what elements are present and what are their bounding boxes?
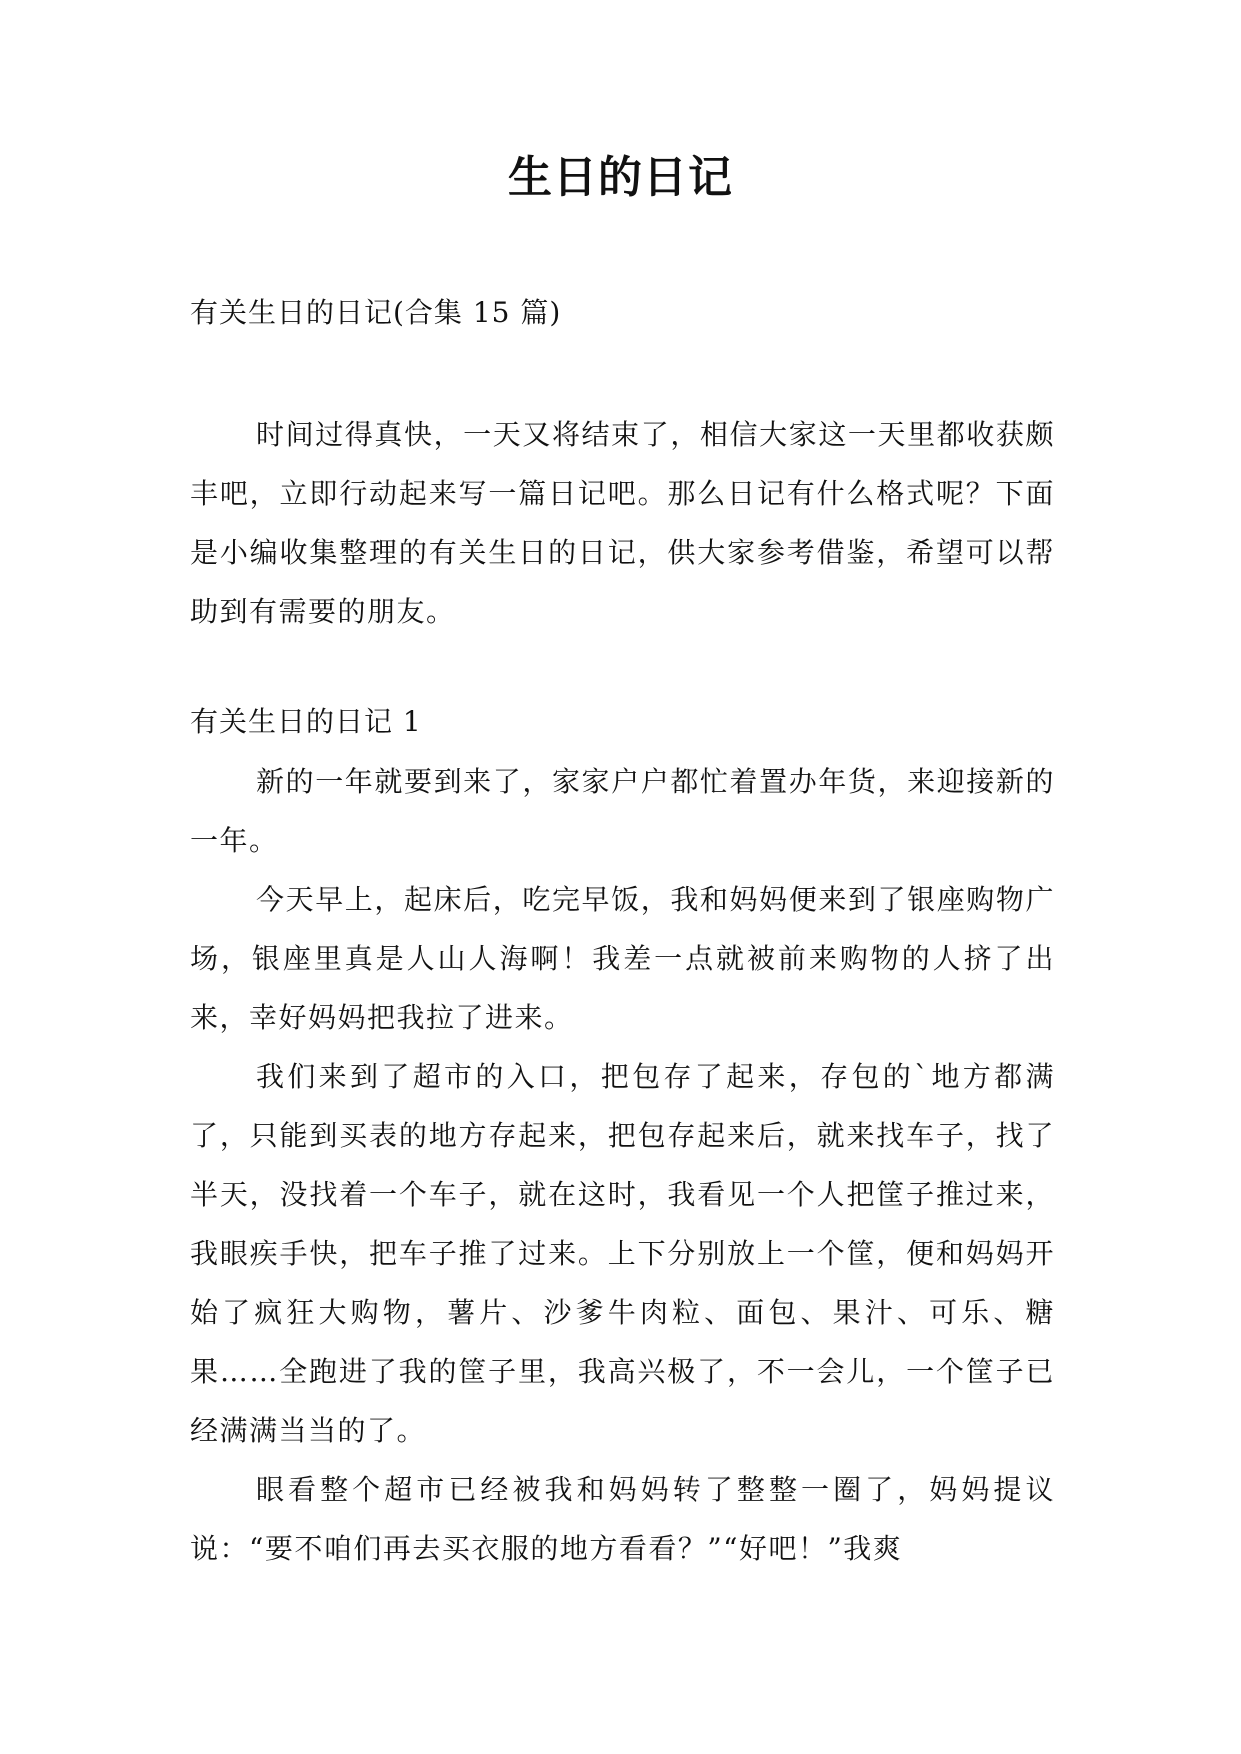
document-subtitle: 有关生日的日记(合集 15 篇) [190, 296, 562, 329]
section-body [190, 752, 1055, 1578]
body-paragraph: 眼看整个超市已经被我和妈妈转了整整一圈了，妈妈提议说：“要不咱们再去买衣服的地方看看？”“好吧！”我爽 [190, 1473, 1055, 1565]
body-paragraph: 新的一年就要到来了，家家户户都忙着置办年货，来迎接新的一年。 [190, 765, 1055, 857]
body-paragraph: 我们来到了超市的入口，把包存了起来，存包的`地方都满了，只能到买表的地方存起来，把包存起来后，就来找车子，找了半天，没找着一个车子，就在这时，我看见一个人把筐子推过来，我眼疾手快，把车子推了过来。上下分别放上一个筐，便和妈妈开始了疯狂大购物，薯片、沙爹牛肉粒、面包、果汁、可乐、糖果……全跑进了我的筐子里，我高兴极了，不一会儿，一个筐子已经满满当当的了。 [190, 1060, 1055, 1447]
intro-paragraph: 时间过得真快，一天又将结束了，相信大家这一天里都收获颇丰吧，立即行动起来写一篇日记吧。那么日记有什么格式呢？下面是小编收集整理的有关生日的日记，供大家参考借鉴，希望可以帮助到有需要的朋友。 [190, 418, 1055, 628]
section-heading: 有关生日的日记 1 [190, 705, 422, 738]
body-paragraph: 今天早上，起床后，吃完早饭，我和妈妈便来到了银座购物广场，银座里真是人山人海啊！我差一点就被前来购物的人挤了出来，幸好妈妈把我拉了进来。 [190, 883, 1055, 1034]
document-title: 生日的日记 [508, 152, 733, 203]
